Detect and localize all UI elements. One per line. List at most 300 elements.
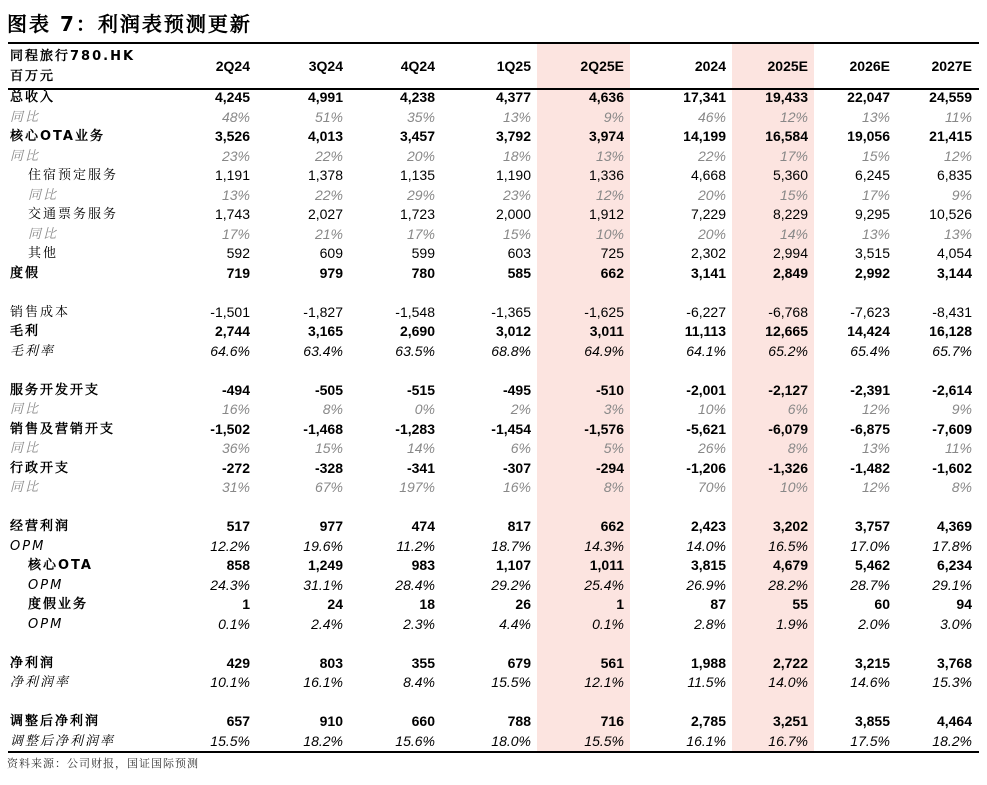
table-row (8, 673, 978, 693)
row-label: 度假业务 (28, 597, 89, 612)
table-cell: 7,229 (690, 206, 726, 222)
company-name: 同程旅行780.HK (10, 48, 136, 64)
table-cell: 3.0% (940, 615, 972, 632)
table-cell: -2,127 (768, 381, 808, 398)
spacer-row (8, 361, 978, 381)
table-cell: 3,165 (307, 323, 343, 339)
table-cell: 18% (502, 147, 531, 164)
table-cell: 15.3% (932, 674, 972, 690)
table-cell: 23% (221, 147, 250, 164)
table-cell: 1.9% (776, 615, 808, 632)
table-cell: 65.4% (850, 342, 890, 359)
table-cell: 4,245 (214, 89, 250, 105)
table-cell: 15.5% (584, 732, 624, 749)
table-cell: 1 (242, 596, 250, 612)
table-cell: 25.4% (584, 576, 624, 593)
table-cell: 28.2% (768, 576, 808, 593)
table-cell: 725 (600, 245, 624, 261)
table-cell: 780 (411, 264, 435, 281)
table-cell: -307 (502, 459, 531, 476)
table-cell: 16,128 (929, 323, 972, 339)
table-cell: 3,012 (495, 323, 531, 339)
table-cell: 35% (406, 108, 435, 125)
table-cell: 355 (411, 654, 435, 671)
table-cell: 28.7% (850, 576, 890, 593)
spacer-row (8, 498, 978, 518)
table-cell: 15.6% (395, 732, 435, 749)
table-cell: -2,001 (686, 381, 726, 398)
header-label (8, 45, 168, 88)
column-header-2q25e: 2Q25E (580, 57, 624, 74)
table-cell: 8,229 (772, 206, 808, 222)
table-cell: 55 (792, 596, 808, 612)
table-cell: 19,056 (847, 128, 890, 144)
table-cell: 64.9% (584, 342, 624, 359)
table-cell: 11% (945, 108, 972, 125)
table-cell: 70% (697, 479, 726, 495)
table-cell: 8.4% (403, 674, 435, 690)
row-label: OPM (10, 538, 46, 554)
table-cell: 15.5% (210, 732, 250, 749)
table-cell: 31% (221, 479, 250, 495)
table-cell: -6,227 (686, 303, 726, 320)
table-cell: -272 (221, 459, 250, 476)
row-label: 同比 (28, 226, 59, 242)
table-cell: 65.7% (932, 342, 972, 359)
row-label: 度假 (10, 265, 41, 281)
table-cell: 20% (697, 225, 726, 242)
table-cell: 6,245 (854, 167, 890, 183)
table-row (8, 147, 978, 167)
table-row (8, 615, 978, 635)
table-cell: -1,827 (303, 303, 343, 320)
table-cell: 17.0% (850, 537, 890, 554)
row-label: 行政开支 (10, 460, 71, 476)
table-cell: -6,079 (768, 420, 808, 437)
table-cell: 10.1% (210, 674, 250, 690)
table-cell: 36% (221, 440, 250, 456)
table-row (8, 342, 978, 362)
spacer-row (8, 283, 978, 303)
top-rule (8, 42, 979, 44)
table-cell: 15% (779, 186, 808, 203)
table-cell: 599 (411, 245, 435, 261)
row-label: 核心OTA业务 (10, 129, 105, 144)
table-cell: 10% (595, 225, 624, 242)
table-row (8, 303, 978, 323)
table-cell: 17% (779, 147, 808, 164)
table-cell: 16.5% (768, 537, 808, 554)
row-label: 调整后净利润率 (10, 733, 116, 749)
table-cell: 5,462 (854, 557, 890, 573)
table-cell: 63.5% (395, 342, 435, 359)
table-cell: 87 (710, 596, 726, 612)
table-cell: 13% (861, 108, 890, 125)
table-cell: 4,377 (495, 89, 531, 105)
row-label: 销售及营销开支 (10, 421, 116, 437)
table-cell: 18.7% (491, 537, 531, 554)
table-cell: 3,757 (854, 518, 890, 534)
table-cell: 788 (507, 713, 531, 729)
table-cell: 6% (787, 401, 808, 417)
table-cell: 23% (502, 186, 531, 203)
row-label: 净利润 (10, 655, 56, 671)
row-label: 同比 (10, 148, 41, 164)
table-cell: 657 (226, 713, 250, 729)
table-cell: -1,365 (491, 303, 531, 320)
table-cell: 1,011 (589, 557, 624, 573)
table-cell: -494 (221, 381, 250, 398)
column-header-4q24: 4Q24 (400, 57, 435, 74)
table-cell: 8% (951, 479, 972, 495)
row-label: OPM (28, 577, 64, 593)
table-cell: 17,341 (683, 89, 726, 105)
table-cell: 9% (951, 186, 972, 203)
table-row (8, 127, 978, 147)
table-cell: 3,515 (854, 245, 890, 261)
table-cell: 60 (874, 596, 890, 612)
table-cell: 4,679 (772, 557, 808, 573)
table-cell: 17% (406, 225, 435, 242)
table-cell: 4,369 (936, 518, 972, 534)
column-header-3q24: 3Q24 (308, 57, 343, 74)
column-header-2027e: 2027E (931, 57, 972, 74)
table-cell: 1 (616, 596, 624, 612)
table-row (8, 576, 978, 596)
table-cell: 26 (515, 596, 531, 612)
table-cell: 29.1% (932, 576, 972, 593)
table-cell: 18.0% (491, 732, 531, 749)
table-cell: 31.1% (303, 576, 343, 593)
table-cell: 858 (226, 557, 250, 573)
table-cell: 4,668 (690, 167, 726, 183)
table-cell: 65.2% (768, 342, 808, 359)
table-cell: 2,992 (854, 264, 890, 281)
table-cell: 6% (510, 440, 531, 456)
row-label: OPM (28, 616, 64, 632)
table-cell: 12% (595, 186, 624, 203)
table-cell: 18 (419, 596, 435, 612)
table-row (8, 478, 978, 498)
table-cell: 64.6% (210, 342, 250, 359)
table-cell: 3,855 (854, 713, 890, 729)
table-cell: 910 (319, 713, 343, 729)
table-cell: 3,526 (214, 128, 250, 144)
table-cell: -1,206 (686, 459, 726, 476)
table-cell: 26.9% (686, 576, 726, 593)
table-cell: 15% (861, 147, 890, 164)
table-cell: 12% (779, 108, 808, 125)
column-header-2q24: 2Q24 (215, 57, 250, 74)
table-row (8, 595, 978, 615)
table-cell: 16.1% (686, 732, 726, 749)
table-cell: 561 (600, 654, 624, 671)
table-cell: 660 (411, 713, 435, 729)
table-cell: 14.0% (768, 674, 808, 690)
table-cell: 29% (406, 186, 435, 203)
table-cell: 13% (595, 147, 624, 164)
table-cell: 2.4% (311, 615, 343, 632)
table-row (8, 732, 978, 752)
table-cell: 19.6% (303, 537, 343, 554)
table-cell: -6,875 (850, 420, 890, 437)
table-cell: 13% (943, 225, 972, 242)
row-label: 其他 (28, 246, 59, 261)
income-statement-table (8, 45, 978, 751)
table-cell: 67% (314, 479, 343, 495)
table-cell: 14% (406, 440, 435, 456)
table-cell: 29.2% (491, 576, 531, 593)
table-cell: 17% (861, 186, 890, 203)
table-cell: 4,238 (399, 89, 435, 105)
table-cell: 15.5% (491, 674, 531, 690)
table-cell: -2,614 (932, 381, 972, 398)
table-cell: 14,199 (683, 128, 726, 144)
table-cell: 12.2% (210, 537, 250, 554)
spacer-row (8, 693, 978, 713)
table-cell: -6,768 (768, 303, 808, 320)
table-cell: 3,144 (936, 264, 972, 281)
table-cell: 11% (945, 440, 972, 456)
table-cell: 2,722 (772, 654, 808, 671)
table-cell: 24.3% (210, 576, 250, 593)
table-cell: -7,609 (932, 420, 972, 437)
table-cell: 11,113 (684, 323, 726, 339)
table-cell: 22,047 (847, 89, 890, 105)
row-label: 同比 (10, 441, 41, 456)
table-cell: -1,283 (395, 420, 435, 437)
row-label: 调整后净利润 (10, 714, 101, 729)
table-cell: 14.0% (686, 537, 726, 554)
table-row (8, 166, 978, 186)
table-cell: 10% (697, 401, 726, 417)
row-label: 同比 (28, 187, 59, 203)
table-cell: 18.2% (303, 732, 343, 749)
table-row (8, 556, 978, 576)
row-label: 销售成本 (10, 304, 71, 320)
table-cell: 8% (787, 440, 808, 456)
table-cell: 13% (861, 225, 890, 242)
table-cell: 3,141 (690, 264, 726, 281)
table-cell: 1,191 (214, 167, 250, 183)
table-cell: 2,302 (690, 245, 726, 261)
table-cell: 719 (226, 264, 250, 281)
table-cell: -505 (314, 381, 343, 398)
table-cell: 94 (956, 596, 972, 612)
table-cell: 585 (507, 264, 531, 281)
table-cell: 0.1% (218, 615, 250, 632)
table-cell: 51% (314, 108, 343, 125)
table-cell: 2.0% (858, 615, 890, 632)
table-cell: 16,584 (765, 128, 808, 144)
table-cell: 2.8% (694, 615, 726, 632)
table-row (8, 244, 978, 264)
table-cell: 16.1% (303, 674, 343, 690)
table-cell: 14% (779, 225, 808, 242)
table-cell: 2.3% (403, 615, 435, 632)
table-cell: 3,202 (772, 518, 808, 534)
table-cell: -1,576 (584, 420, 624, 437)
table-cell: 1,336 (588, 167, 624, 183)
table-cell: 517 (226, 518, 250, 534)
column-header-2025e: 2025E (767, 57, 808, 74)
table-cell: 19,433 (765, 89, 808, 105)
table-cell: 4,464 (936, 713, 972, 729)
table-cell: 14.3% (584, 537, 624, 554)
table-cell: 2,027 (307, 206, 343, 222)
table-cell: 3,011 (589, 323, 624, 339)
table-cell: 3,768 (936, 654, 972, 671)
table-cell: -1,501 (210, 303, 250, 320)
table-cell: -294 (595, 459, 624, 476)
table-cell: 22% (697, 147, 726, 164)
table-cell: 12% (943, 147, 972, 164)
spacer-cell (8, 283, 978, 303)
table-cell: 3,792 (495, 128, 531, 144)
table-cell: 8% (322, 401, 343, 417)
table-cell: -510 (595, 381, 624, 398)
table-cell: 17.5% (850, 732, 890, 749)
table-row (8, 654, 978, 674)
table-row (8, 439, 978, 459)
table-cell: 20% (697, 186, 726, 203)
table-row (8, 322, 978, 342)
row-label: 总收入 (10, 90, 56, 105)
table-cell: 4.4% (499, 615, 531, 632)
table-cell: 592 (226, 245, 250, 261)
table-cell: 5% (603, 440, 624, 456)
table-cell: 803 (319, 654, 343, 671)
table-cell: 983 (411, 557, 435, 573)
table-cell: 3,815 (690, 557, 726, 573)
table-cell: 1,988 (690, 654, 726, 671)
table-cell: 2,994 (772, 245, 808, 261)
table-cell: 1,249 (307, 557, 343, 573)
column-header-2024: 2024 (694, 57, 726, 74)
table-cell: -495 (502, 381, 531, 398)
column-header-2026e: 2026E (849, 57, 890, 74)
table-row (8, 381, 978, 401)
table-cell: 63.4% (303, 342, 343, 359)
row-label: 服务开发开支 (10, 382, 101, 398)
table-cell: 16% (221, 401, 250, 417)
table-cell: 679 (507, 654, 531, 671)
table-cell: 26% (697, 440, 726, 456)
table-cell: 9,295 (854, 206, 890, 222)
table-cell: -1,502 (210, 420, 250, 437)
table-cell: 14,424 (847, 323, 890, 339)
table-cell: 0% (414, 401, 435, 417)
table-cell: 662 (600, 264, 624, 281)
table-cell: 3,215 (854, 654, 890, 671)
table-cell: 12.1% (584, 674, 624, 690)
table-cell: 2% (510, 401, 531, 417)
table-cell: -8,431 (932, 303, 972, 320)
table-cell: -5,621 (686, 420, 726, 437)
table-cell: 4,054 (936, 245, 972, 261)
table-cell: 3% (603, 401, 624, 417)
table-cell: 16% (502, 479, 531, 495)
table-cell: 1,135 (399, 167, 435, 183)
table-cell: 24,559 (929, 89, 972, 105)
bottom-rule (8, 751, 979, 753)
table-row (8, 88, 978, 108)
table-cell: 13% (221, 186, 250, 203)
table-cell: 3,457 (399, 128, 435, 144)
row-label: 毛利 (10, 324, 41, 339)
table-cell: 46% (697, 108, 726, 125)
table-row (8, 400, 978, 420)
row-label: 交通票务服务 (28, 207, 119, 222)
table-cell: 2,785 (690, 713, 726, 729)
table-cell: 22% (314, 147, 343, 164)
table-cell: 15% (502, 225, 531, 242)
row-label: 经营利润 (10, 519, 71, 534)
table-cell: -515 (406, 381, 435, 398)
table-cell: 9% (603, 108, 624, 125)
row-label: 住宿预定服务 (28, 168, 119, 183)
table-cell: 22% (314, 186, 343, 203)
table-cell: 17.8% (932, 537, 972, 554)
table-cell: 6,835 (936, 167, 972, 183)
table-cell: 4,991 (307, 89, 343, 105)
table-cell: 662 (600, 518, 624, 534)
table-cell: -1,602 (932, 459, 972, 476)
table-row (8, 186, 978, 206)
table-cell: -328 (314, 459, 343, 476)
table-cell: 24 (327, 596, 343, 612)
row-label: 核心OTA (28, 558, 93, 573)
source-note: 资料来源：公司财报，国证国际预测 (7, 757, 199, 770)
table-row (8, 537, 978, 557)
table-cell: 4,636 (588, 89, 624, 105)
row-label: 同比 (10, 402, 41, 417)
table-row (8, 517, 978, 537)
table-cell: 12,665 (765, 323, 808, 339)
table-cell: 1,107 (495, 557, 531, 573)
table-cell: 2,423 (690, 518, 726, 534)
table-row (8, 225, 978, 245)
table-cell: 817 (507, 518, 531, 534)
table-cell: 15% (314, 440, 343, 456)
row-label: 同比 (10, 109, 41, 125)
table-cell: 1,378 (307, 167, 343, 183)
table-row (8, 712, 978, 732)
row-label: 净利润率 (10, 675, 71, 690)
table-cell: -7,623 (850, 303, 890, 320)
header-row (8, 45, 978, 88)
table-cell: 21% (314, 225, 343, 242)
table-cell: -341 (406, 459, 435, 476)
figure-title: 图表 7：利润表预测更新 (7, 12, 252, 36)
table-row (8, 108, 978, 128)
table-cell: -2,391 (850, 381, 890, 398)
table-cell: 977 (319, 518, 343, 534)
table-cell: -1,454 (491, 420, 531, 437)
table-cell: 2,690 (399, 323, 435, 339)
table-cell: 6,234 (936, 557, 972, 573)
table-cell: 1,743 (214, 206, 250, 222)
spacer-cell (8, 498, 978, 518)
spacer-cell (8, 693, 978, 713)
table-cell: 64.1% (686, 342, 726, 359)
table-cell: 17% (221, 225, 250, 242)
table-row (8, 264, 978, 284)
table-cell: 1,723 (399, 206, 435, 222)
table-cell: 18.2% (932, 732, 972, 749)
table-cell: 28.4% (395, 576, 435, 593)
table-cell: -1,468 (303, 420, 343, 437)
